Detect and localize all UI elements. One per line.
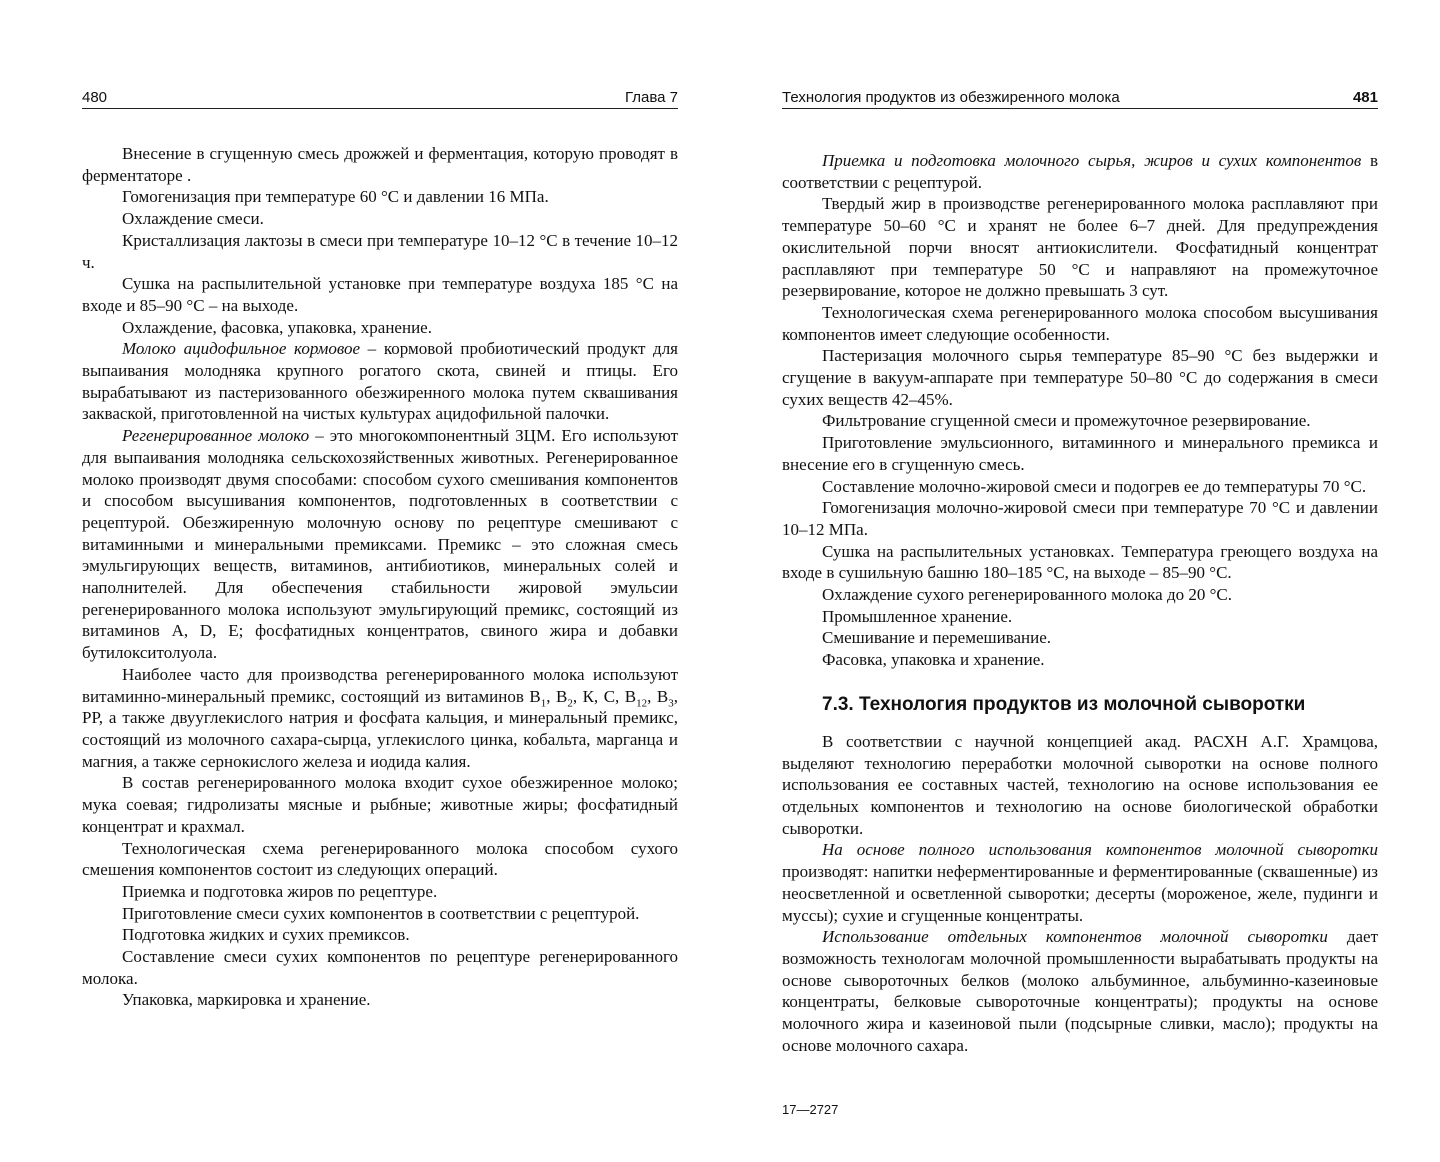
right-page-number: 481: [1352, 89, 1378, 106]
paragraph-text: , В: [647, 686, 669, 706]
paragraph: Пастеризация молочного сырья температуре 85–90 °С без выдержки и сгущение в вакуум-аппарате при температуре 50–80 °С до содержания в смеси сухих веществ 42–45%.: [782, 346, 1378, 409]
paragraph-text: – это многокомпонентный ЗЦМ. Его используют для выпаивания молодняка сельскохозяйственных животных. Регенерированное молоко производят двумя способами: способом сухого смешивания компонентов и способом высушивания компонентов, подготовленных в соответствии с рецептурой. Обезжиренную молочную основу по рецептуре смешивают с витаминными и минеральными премиксами. Премикс – это сложная смесь эмульгирующих веществ, витаминов, антибиотиков, минеральных солей и наполнителей. Для обеспечения стабильности жировой эмульсии регенерированного молока используют эмульгирующий премикс, состоящий из витаминов А, D, Е; фосфатидных концентратов, свиного жира и добавки бутилокситолуола.: [82, 426, 678, 663]
paragraph: Составление смеси сухих компонентов по рецептуре регенерированного молока.: [82, 947, 678, 988]
italic-term: Регенерированное молоко: [122, 426, 310, 446]
subscript: 3: [668, 696, 674, 709]
right-page-body: [782, 150, 1378, 1056]
paragraph: Составление молочно-жировой смеси и подогрев ее до температуры 70 °С.: [822, 476, 1367, 496]
left-running-head: [82, 88, 678, 109]
left-chapter-title: Глава 7: [624, 89, 678, 106]
paragraph: Фильтрование сгущенной смеси и промежуточное резервирование.: [822, 411, 1311, 431]
paragraph-text: в соответствии с рецептурой.: [782, 151, 1378, 192]
paragraph: Фасовка, упаковка и хранение.: [822, 650, 1045, 670]
italic-term: Приемка и подготовка молочного сырья, жиров и сухих компонентов: [822, 151, 1362, 170]
paragraph-text: – кормовой пробиотический продукт для выпаивания молодняка крупного рогатого скота, свиней и птицы. Его вырабатывают из пастеризованного обезжиренного молока путем сквашивания закваской, приготовленной на чистых культурах ацидофильной палочки.: [82, 339, 679, 424]
paragraph: Подготовка жидких и сухих премиксов.: [122, 925, 410, 945]
paragraph: Твердый жир в производстве регенерированного молока расплавляют при температуре 50–60 °С и хранят не более 6–7 дней. Для предупреждения окислительной порчи вносят антиокислители. Фосфатидный концентрат расплавляют при температуре 50 °С и направляют на промежуточное резервирование, которое не должно превышать 3 сут.: [782, 194, 1378, 301]
paragraph: Гомогенизация молочно-жировой смеси при температуре 70 °С и давлении 10–12 МПа.: [782, 498, 1378, 539]
paragraph-text: , В: [546, 686, 568, 706]
paragraph: [782, 926, 1378, 1056]
paragraph: Промышленное хранение.: [822, 606, 1013, 626]
paragraph-text: , РР, а также двууглекислого натрия и фосфата кальция, и минеральный премикс, состоящий из молочного сахара-сырца, углекислого цинка, кобальта, марганца и магния, а также сернокислого железа и иодида калия.: [82, 686, 678, 771]
paragraph: Технологическая схема регенерированного молока способом высушивания компонентов имеет следующие особенности.: [782, 302, 1378, 344]
left-page: [82, 0, 678, 1162]
paragraph: [82, 664, 678, 773]
printer-signature: 17—2727: [782, 1102, 839, 1117]
paragraph: Гомогенизация при температуре 60 °С и давлении 16 МПа.: [122, 187, 549, 207]
subscript: 2: [567, 696, 573, 709]
paragraph: Сушка на распылительных установках. Температура греющего воздуха на входе в сушильную башню 180–185 °С, на выходе – 85–90 °С.: [782, 541, 1378, 583]
paragraph: Охлаждение смеси.: [122, 209, 264, 229]
left-page-body: [82, 143, 678, 1011]
right-page: [782, 0, 1378, 1162]
paragraph: [82, 338, 678, 425]
right-running-head: [782, 88, 1378, 109]
paragraph-text: дает возможность технологам молочной промышленности вырабатывать продукты на основе сывороточных белков (молоко альбуминное, альбуминно-казеиновые концентраты, белковые сывороточные концентраты); продукты на основе молочного жира и казеиновой пыли (подсырные сливки, масло); продукты на основе молочного сахара.: [782, 927, 1378, 1055]
paragraph: Приготовление смеси сухих компонентов в соответствии с рецептурой.: [122, 903, 640, 923]
subscript: 1: [540, 696, 547, 709]
paragraph: Внесение в сгущенную смесь дрожжей и ферментация, которую проводят в ферментаторе .: [82, 144, 678, 185]
italic-term: Использование отдельных компонентов молочной сыворотки: [822, 927, 1328, 947]
paragraph: Охлаждение, фасовка, упаковка, хранение.: [122, 317, 432, 337]
paragraph: Приготовление эмульсионного, витаминного и минерального премикса и внесение его в сгущенную смесь.: [782, 433, 1378, 474]
italic-term: Молоко ацидофильное кормовое: [122, 339, 361, 359]
paragraph: В соответствии с научной концепцией акад. РАСХН А.Г. Храмцова, выделяют технологию переработки молочной сыворотки на основе полного использования ее составных частей, технологию на основе использования ее отдельных компонентов и технологию на основе биологической обработки сыворотки.: [782, 731, 1378, 838]
paragraph-text: производят: напитки неферментированные и ферментированные (сквашенные) из неосветленной и осветленной сыворотки; десерты (мороженое, желе, пудинги и муссы); сухие и сгущенные концентраты.: [782, 862, 1378, 925]
paragraph: В состав регенерированного молока входит сухое обезжиренное молоко; мука соевая; гидролизаты мясные и рыбные; животные жиры; фосфатидный концентрат и крахмал.: [82, 773, 678, 836]
subscript: 12: [636, 696, 648, 709]
paragraph: Охлаждение сухого регенерированного молока до 20 °С.: [822, 585, 1232, 605]
right-chapter-title: Технология продуктов из обезжиренного молока: [782, 89, 1120, 106]
section-heading: 7.3. Технология продуктов из молочной сыворотки: [822, 693, 1306, 715]
paragraph: Кристаллизация лактозы в смеси при температуре 10–12 °С в течение 10–12 ч.: [82, 230, 678, 272]
paragraph: Упаковка, маркировка и хранение.: [122, 990, 371, 1010]
paragraph: [82, 425, 678, 664]
paragraph-text: , К, С, В: [572, 686, 637, 706]
paragraph: Технологическая схема регенерированного молока способом сухого смешения компонентов состоит из следующих операций.: [82, 838, 678, 880]
paragraph: Сушка на распылительной установке при температуре воздуха 185 °С на входе и 85–90 °С – на выходе.: [82, 274, 678, 315]
paragraph: Приемка и подготовка жиров по рецептуре.: [122, 881, 438, 901]
italic-term: На основе полного использования компонентов молочной сыворотки: [822, 840, 1378, 860]
paragraph: Смешивание и перемешивание.: [822, 628, 1052, 648]
paragraph-text: Наиболее часто для производства регенерированного молока используют витаминно-минеральный премикс, состоящий из витаминов В: [82, 664, 678, 706]
paragraph: [782, 839, 1378, 926]
left-page-number: 480: [82, 89, 108, 106]
paragraph: [782, 150, 1378, 193]
